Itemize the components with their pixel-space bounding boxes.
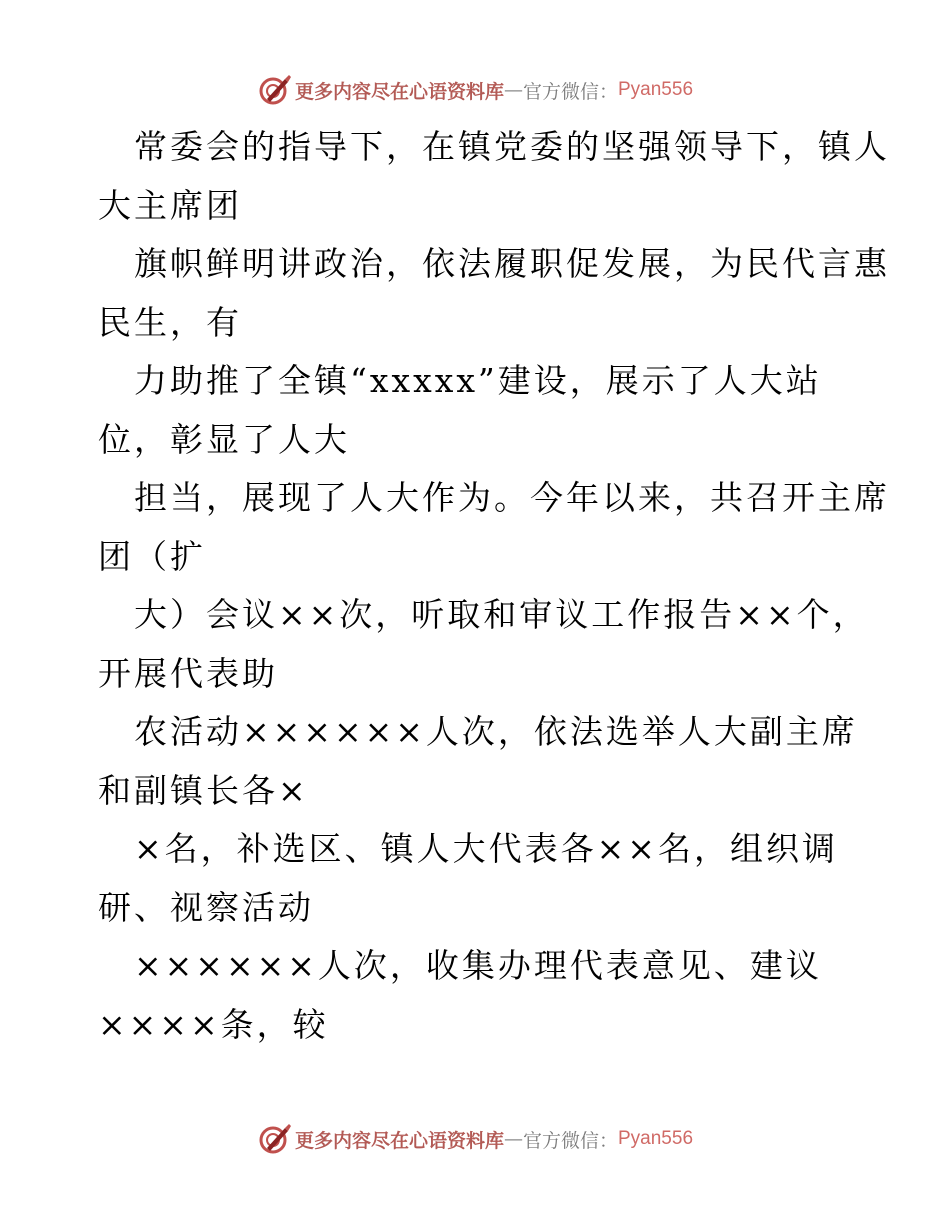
footer-watermark [0, 1119, 950, 1159]
text-line: 大）会议××次，听取和审议工作报告××个， [134, 595, 869, 634]
pen-circle-logo-icon [257, 1122, 291, 1156]
document-body [98, 118, 890, 1054]
text-line: ××××××人次，收集办理代表意见、建议 [134, 946, 822, 985]
brand-name: 更多内容尽在心语资料库 [294, 1129, 504, 1152]
text-line: 研、视察活动 [98, 887, 314, 927]
text-line: 开展代表助 [98, 653, 278, 693]
text-line: 团（扩 [98, 536, 206, 576]
brand-name: 更多内容尽在心语资料库 [294, 80, 504, 103]
wechat-id: Pyan556 [618, 1128, 694, 1149]
wechat-id: Pyan556 [618, 79, 694, 100]
text-line: 大主席团 [98, 185, 242, 225]
wechat-label: 官方微信： [522, 80, 618, 103]
text-line: ××××条，较 [98, 1004, 329, 1044]
text-line: 和副镇长各× [98, 770, 309, 810]
text-line: ×名，补选区、镇人大代表各××名，组织调 [134, 829, 838, 868]
pen-circle-logo-icon [257, 73, 291, 107]
wechat-label: 官方微信： [522, 1129, 618, 1152]
text-line: 民生，有 [98, 302, 242, 342]
text-line: 农活动××××××人次，依法选举人大副主席 [134, 712, 858, 751]
text-line: 旗帜鲜明讲政治，依法履职促发展，为民代言惠 [134, 244, 890, 283]
text-line: 力助推了全镇“xxxxx”建设，展示了人大站 [134, 361, 822, 400]
text-line: 常委会的指导下，在镇党委的坚强领导下，镇人 [134, 127, 890, 166]
brand-separator: — [503, 1128, 523, 1150]
text-line: 位，彰显了人大 [98, 419, 350, 459]
text-line: 担当，展现了人大作为。今年以来，共召开主席 [134, 478, 890, 517]
header-watermark [0, 70, 950, 110]
brand-separator: — [503, 79, 523, 101]
